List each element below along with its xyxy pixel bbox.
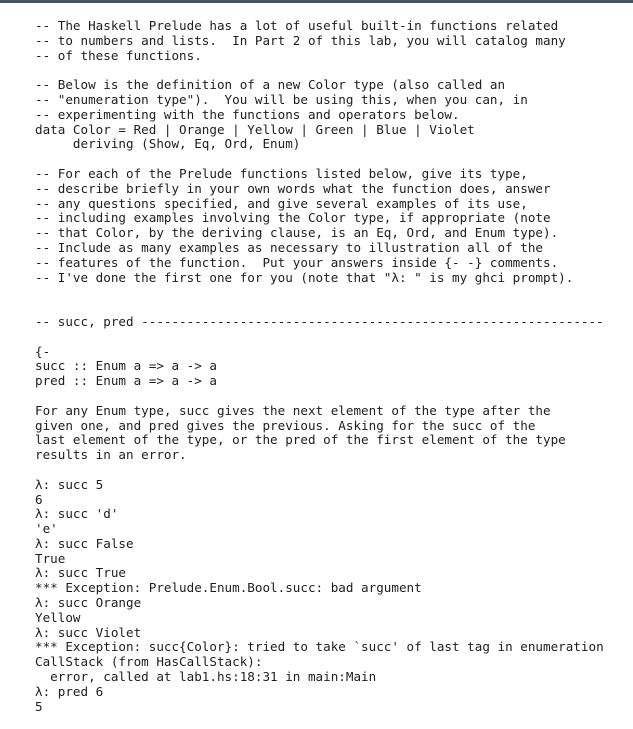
window-top-border (0, 0, 633, 3)
code-line: -- experimenting with the functions and operators below. (35, 107, 460, 122)
code-editor-text-area[interactable] (35, 19, 633, 714)
code-line: -- any questions specified, and give several examples of its use, (35, 196, 528, 211)
code-line: 6 (35, 492, 43, 507)
code-line: succ :: Enum a => a -> a (35, 359, 217, 374)
code-line (35, 330, 633, 345)
code-line: pred :: Enum a => a -> a (35, 374, 217, 389)
code-line: λ: succ 'd' (35, 507, 119, 522)
code-line: -- Below is the definition of a new Color type (also called an (35, 78, 506, 93)
code-line: data Color = Red | Orange | Yellow | Green | Blue | Violet (35, 122, 475, 137)
code-line (35, 152, 633, 167)
code-line: -- that Color, by the deriving clause, is an Eq, Ord, and Enum type). (35, 226, 559, 241)
code-line: λ: succ True (35, 566, 126, 581)
code-line: 5 (35, 699, 43, 714)
code-line: Yellow (35, 610, 81, 625)
code-line: True (35, 551, 66, 566)
code-line: deriving (Show, Eq, Ord, Enum) (35, 137, 301, 152)
code-line: results in an error. (35, 448, 187, 463)
code-line: λ: succ False (35, 536, 134, 551)
code-line: *** Exception: Prelude.Enum.Bool.succ: bad argument (35, 581, 422, 596)
code-line: -- "enumeration type"). You will be using this, when you can, in (35, 92, 528, 107)
code-line: -- I've done the first one for you (note that "λ: " is my ghci prompt). (35, 270, 574, 285)
code-line (35, 300, 633, 315)
code-line: -- including examples involving the Color type, if appropriate (note (35, 211, 551, 226)
code-line: -- For each of the Prelude functions listed below, give its type, (35, 166, 528, 181)
code-line: last element of the type, or the pred of the first element of the type (35, 433, 566, 448)
code-line: *** Exception: succ{Color}: tried to take `succ' of last tag in enumeration (35, 640, 604, 655)
code-line: -- features of the function. Put your answers inside {- -} comments. (35, 255, 559, 270)
code-line: -- The Haskell Prelude has a lot of useful built-in functions related (35, 19, 559, 33)
code-line (35, 389, 633, 404)
code-line: -- to numbers and lists. In Part 2 of this lab, you will catalog many (35, 33, 566, 48)
code-line: λ: succ Orange (35, 596, 142, 611)
code-line: 'e' (35, 522, 58, 537)
code-line (35, 285, 633, 300)
code-line: λ: succ 5 (35, 477, 104, 492)
code-line: λ: pred 6 (35, 684, 104, 699)
code-line: λ: succ Violet (35, 625, 142, 640)
code-line (35, 63, 633, 78)
code-line: -- succ, pred ------------------------------------------------------------- (35, 314, 604, 329)
code-line: For any Enum type, succ gives the next element of the type after the (35, 403, 551, 418)
code-line: given one, and pred gives the previous. Asking for the succ of the (35, 418, 536, 433)
code-line: error, called at lab1.hs:18:31 in main:Main (35, 670, 377, 685)
code-line (35, 463, 633, 478)
code-line: -- Include as many examples as necessary to illustration all of the (35, 240, 543, 255)
code-line: -- describe briefly in your own words what the function does, answer (35, 181, 551, 196)
code-line: {- (35, 344, 51, 359)
code-line: -- of these functions. (35, 48, 202, 63)
code-line: CallStack (from HasCallStack): (35, 655, 263, 670)
